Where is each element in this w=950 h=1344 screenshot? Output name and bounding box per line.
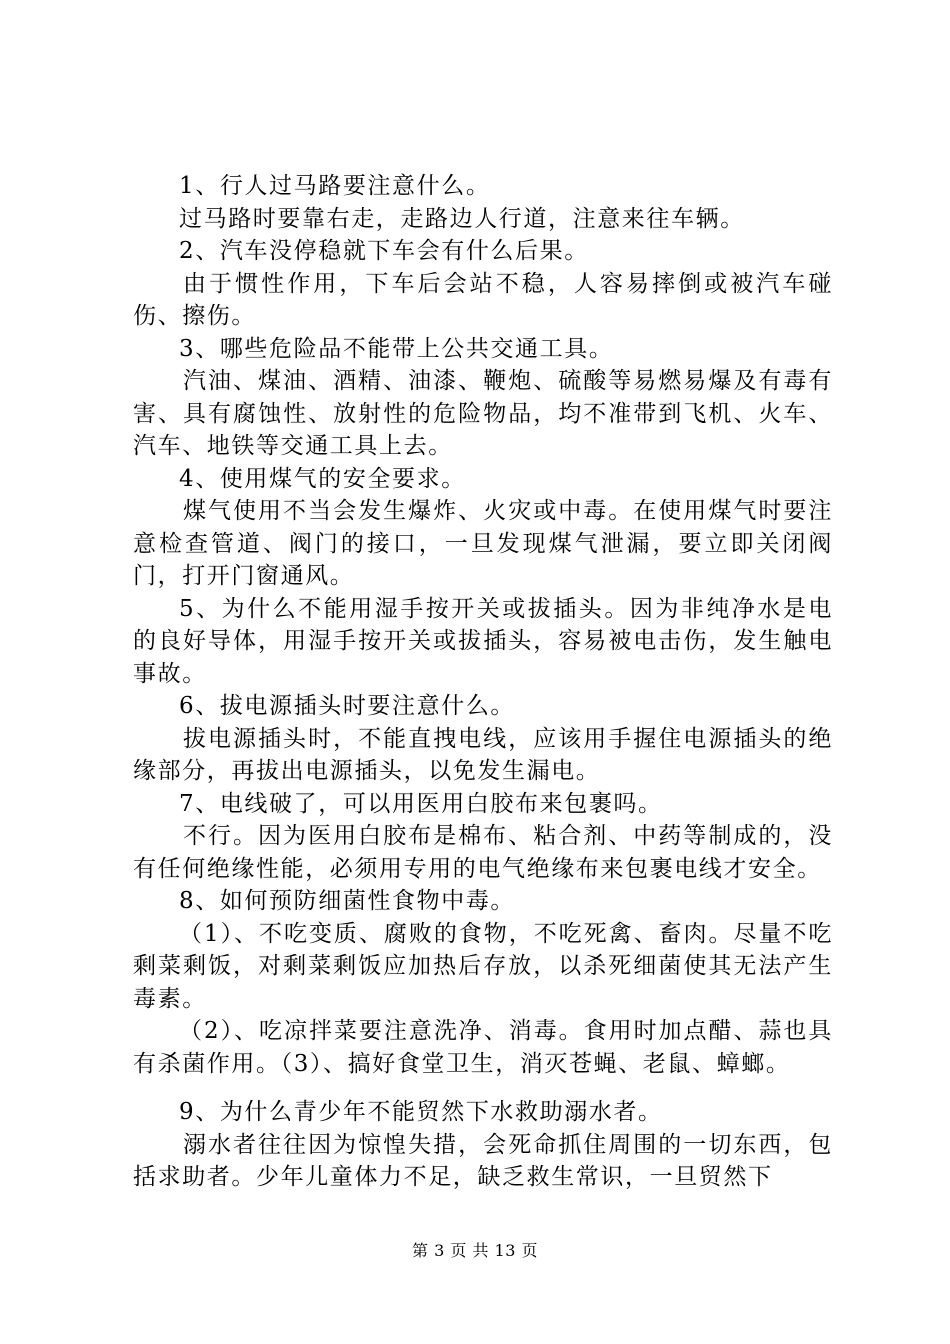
- question-4: 4、使用煤气的安全要求。: [179, 465, 466, 492]
- answer-1: 过马路时要靠右走，走路边人行道，注意来往车辆。: [179, 205, 745, 232]
- question-answer-5: 5、为什么不能用湿手按开关或拔插头。因为非纯净水是电的良好导体，用湿手按开关或拔插头，容易被电击伤，发生触电事故。: [133, 595, 833, 687]
- paragraph-gap: [133, 1080, 833, 1096]
- question-3: 3、哪些危险品不能带上公共交通工具。: [179, 335, 614, 362]
- document-body: [133, 170, 833, 1194]
- question-7: 7、电线破了，可以用医用白胶布来包裹吗。: [179, 790, 663, 817]
- question-2: 2、汽车没停稳就下车会有什么后果。: [179, 238, 589, 264]
- question-6: 6、拔电源插头时要注意什么。: [179, 693, 516, 719]
- answer-7: 不行。因为医用白胶布是棉布、粘合剂、中药等制成的，没有任何绝缘性能，必须用专用的电气绝缘布来包裹电线才安全。: [133, 823, 833, 882]
- question-8: 8、如何预防细菌性食物中毒。: [179, 888, 516, 914]
- answer-9: 溺水者往往因为惊惶失措，会死命抓住周围的一切东西，包括求助者。少年儿童体力不足，缺乏救生常识，一旦贸然下: [133, 1131, 833, 1190]
- answer-3: 汽油、煤油、酒精、油漆、鞭炮、硫酸等易燃易爆及有毒有害、具有腐蚀性、放射性的危险物品，均不准带到飞机、火车、汽车、地铁等交通工具上去。: [133, 368, 833, 459]
- answer-4: 煤气使用不当会发生爆炸、火灾或中毒。在使用煤气时要注意检查管道、阀门的接口，一旦发现煤气泄漏，要立即关闭阀门，打开门窗通风。: [133, 498, 833, 589]
- answer-8-part-1: （1）、不吃变质、腐败的食物，不吃死禽、畜肉。尽量不吃剩菜剩饭，对剩菜剩饭应加热后存放，以杀死细菌使其无法产生毒素。: [133, 920, 833, 1012]
- answer-6: 拔电源插头时，不能直拽电线，应该用手握住电源插头的绝缘部分，再拔出电源插头，以免发生漏电。: [133, 725, 833, 784]
- answer-2: 由于惯性作用，下车后会站不稳，人容易摔倒或被汽车碰伤、擦伤。: [133, 270, 833, 329]
- page-number-footer: 第 3 页 共 13 页: [412, 1241, 538, 1260]
- question-9: 9、为什么青少年不能贸然下水救助溺水者。: [179, 1099, 663, 1125]
- question-1: 1、行人过马路要注意什么。: [179, 173, 491, 199]
- answer-8-part-2: （2）、吃凉拌菜要注意洗净、消毒。食用时加点醋、蒜也具有杀菌作用。（3）、搞好食堂卫生，消灭苍蝇、老鼠、蟑螂。: [133, 1018, 833, 1077]
